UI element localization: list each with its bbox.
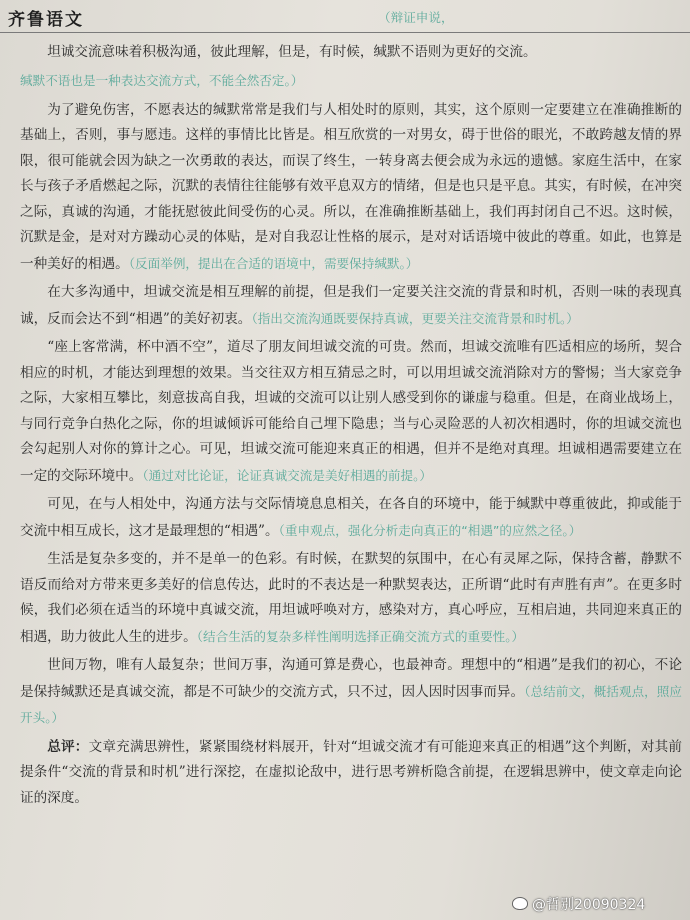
paragraph-text: 为了避免伤害，不愿表达的缄默常常是我们与人相处时的原则，其实，这个原则一定要建立在准确推断的基础上，否则，事与愿违。这样的事情比比皆是。相互欣赏的一对男女，碍于世俗的眼光，不敢跨越友情的界限，很可能就会因为缺之一次勇敢的表达，而误了终生，一转身离去便会成为永远的遗憾。家庭生活中，在家长与孩子矛盾燃起之际，沉默的表情往往能够有效平息双方的情绪，但是也只是平息。其实，有时候，在冲突之际，真诚的沟通，才能抚慰彼此间受伤的心灵。所以，在准确推断基础上，我们再封闭自己不迟。这时候，沉默是金，是对对方躁动心灵的体贴，是对自我忍让性格的展示，是对对话语境中彼此的尊重。如此，也算是一种美好的相遇。 [20,101,682,272]
paragraph-text: 可见，在与人相处中，沟通方法与交际情境息息相关，在各自的环境中，能于缄默中尊重彼此，抑或能于交流中相互成长，这才是最理想的“相遇”。 [20,496,682,539]
paragraph-text: 坦诚交流意味着积极沟通，彼此理解，但是，有时候，缄默不语则为更好的交流。 [47,43,537,60]
annotation-note: （重申观点，强化分析走向真正的“相遇”的应然之径。） [278,522,582,538]
paragraph [20,280,682,332]
paragraph [20,68,682,95]
paragraph-text: “座上客常满，杯中酒不空”，道尽了朋友间坦诚交流的可贵。然而，坦诚交流唯有匹适相应的场所，契合相应的时机，才能达到理想的效果。当交往双方相互猜忌之时，可以用坦诚交流消除对方的警惕；当大家竞争之际，大家相互攀比，刻意拔高自我，坦诚的交流可以让别人感受到你的谦虚与稳重。但是，在商业战场上，与同行竞争白热化之际，你的坦诚倾诉可能给自己埋下隐患；当与心灵险恶的人初次相遇时，你的坦诚交流也会勾起别人对你的算计之心。可见，坦诚交流可能迎来真正的相遇，但并不是绝对真理。坦诚相遇需要建立在一定的交际环境中。 [20,339,682,484]
paragraph [20,98,682,278]
paragraph-text: 生活是复杂多变的，并不是单一的色彩。有时候，在默契的氛围中，在心有灵犀之际，保持含蓄，静默不语反而给对方带来更多美好的信息传达，此时的不表达是一种默契表达，正所谓“此时有声胜有声”。在更多时候，我们必须在适当的环境中真诚交流，用坦诚呼唤对方，感染对方，真心呼应，互相启迪，共同迎来真正的相遇，助力彼此人生的进步。 [20,551,682,645]
annotation-note: （辩证申说， [378,10,454,25]
paragraph [20,40,682,66]
summary-text: 文章充满思辨性，紧紧围绕材料展开，针对“坦诚交流才有可能迎来真正的相遇”这个判断，对其前提条件“交流的背景和时机”进行深挖，在虚拟论敌中，进行思考辨析隐含前提，在逻辑思辨中，使文章走向论证的深度。 [20,738,682,806]
annotation-note: （指出交流沟通既要保持真诚，更要关注交流背景和时机。） [251,310,579,326]
annotation-note: （通过对比论证，论证真诚交流是美好相遇的前提。） [142,467,432,483]
annotation-note: 缄默不语也是一种表达交流方式，不能全然否定。） [20,73,304,88]
annotation-note: （反面举例，提出在合适的语境中，需要保持缄默。） [128,255,419,271]
paragraph [378,5,682,32]
paragraph-text: 世间万物，唯有人最复杂；世间万事，沟通可算是费心，也最神奇。理想中的“相遇”是我们的初心，不论是保持缄默还是真诚交流，都是不可缺少的交流方式，只不过，因人因时因事而异。 [20,657,682,700]
summary-label: 总评： [47,738,89,755]
paragraph [20,653,682,732]
weibo-icon [512,897,528,910]
paragraph [20,335,682,489]
annotation-note: （总结前文，概括观点，照应开头。） [20,683,683,725]
header-title: 齐鲁语文 [8,10,84,30]
watermark [512,894,645,914]
paragraph-text: 在大多沟通中，坦诚交流是相互理解的前提，但是我们一定要关注交流的背景和时机，否则一味的表现真诚，反而会达不到“相遇”的美好初衷。 [20,284,682,327]
paragraph [20,547,682,650]
watermark-text: @哲别20090324 [532,897,646,913]
article-body [20,5,682,814]
summary-paragraph [20,735,682,812]
annotation-note: （结合生活的复杂多样性阐明选择正确交流方式的重要性。） [196,628,525,644]
paragraph [20,492,682,544]
